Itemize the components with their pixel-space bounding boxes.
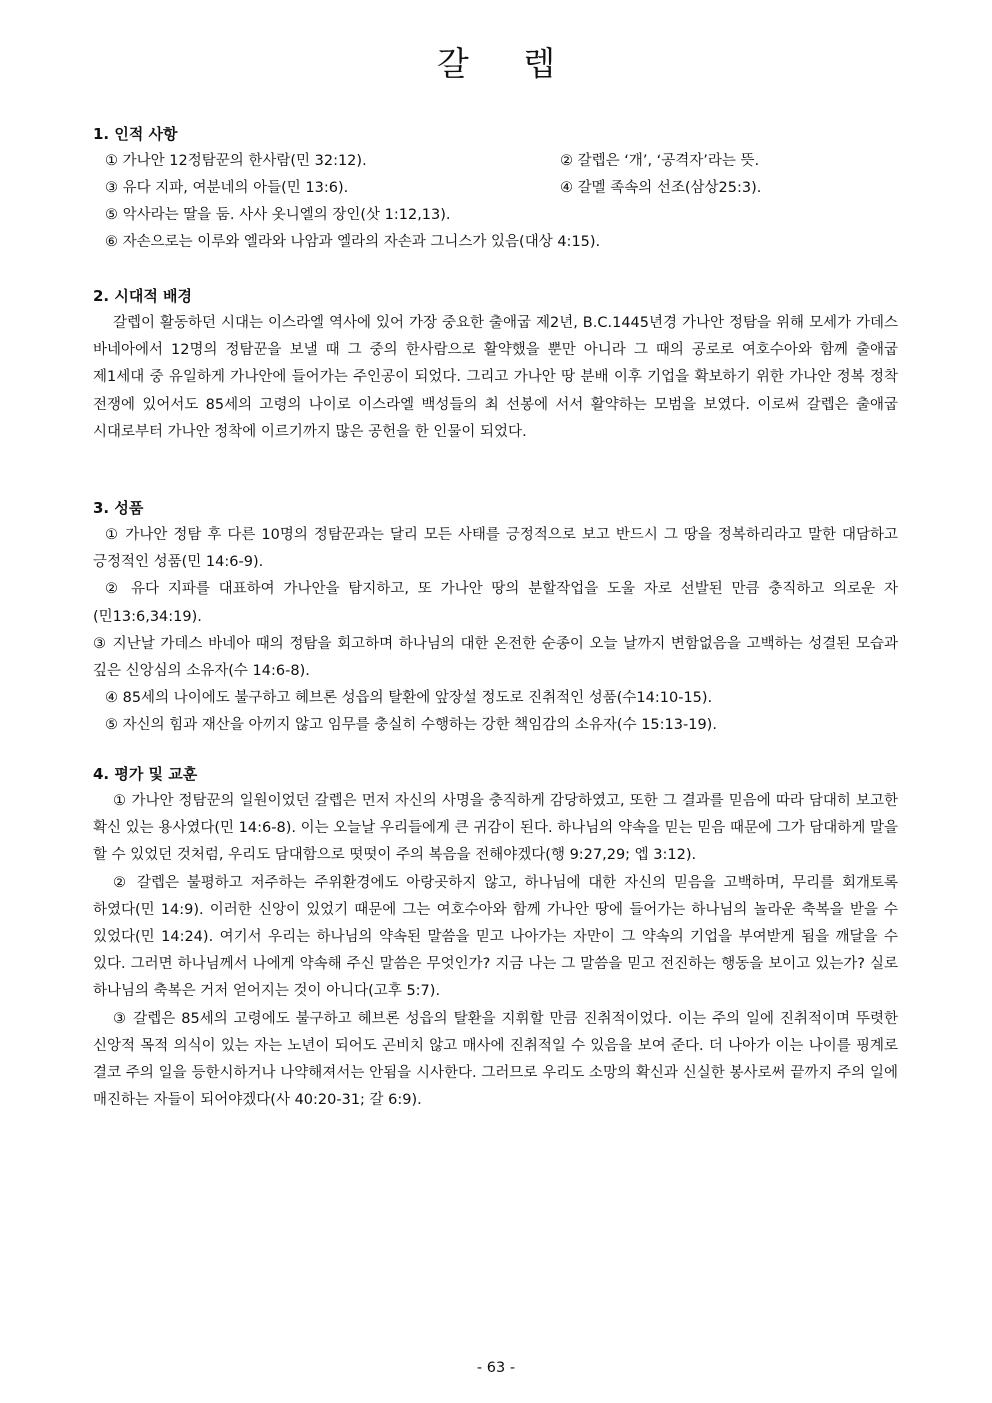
list-item: ① 가나안 정탐 후 다른 10명의 정탐꾼과는 달리 모든 사태를 긍정적으로 보고 반드시 그 땅을 정복하리라고 말한 대담하고 긍정적인 성품(민 14:6-9).	[93, 527, 898, 571]
list-row	[93, 148, 898, 175]
section-heading: 4. 평가 및 교훈	[93, 765, 198, 783]
list-row	[93, 175, 898, 202]
section-heading: 2. 시대적 배경	[93, 287, 193, 305]
list-item: ③ 유다 지파, 여분네의 아들(민 13:6).	[105, 180, 349, 196]
paragraph: ② 갈렙은 불평하고 저주하는 주위환경에도 아랑곳하지 않고, 하나님에 대한 자신의 믿음을 고백하며, 무리를 회개토록 하였다(민 14:9). 이러한 신앙이 있었기 때문에 그는 여호수아와 함께 가나안 땅에 들어가는 하나님의 놀라운 축복을 받을 수 있었다(민 14:24). 여기서 우리는 하나님의 약속된 말씀을 믿고 나아가는 자만이 그 약속의 기업을 부여받게 됨을 깨달을 수 있다. 그러면 하나님께서 나에게 약속해 주신 말씀은 무엇인가? 지금 나는 그 말씀을 믿고 전진하는 행동을 보이고 있는가? 실로 하나님의 축복은 거저 얻어지는 것이 아니다(고후 5:7).	[93, 874, 898, 1000]
paragraph: ① 가나안 정탐꾼의 일원이었던 갈렙은 먼저 자신의 사명을 충직하게 감당하였고, 또한 그 결과를 믿음에 따라 담대히 보고한 확신 있는 용사였다(민 14:6-8). 이는 오늘날 우리들에게 큰 귀감이 된다. 하나님의 약속을 믿는 믿음 때문에 그가 담대하게 말을 할 수 있었던 것처럼, 우리도 담대함으로 떳떳이 주의 복음을 전해야겠다(행 9:27,29; 엡 3:12).	[93, 793, 898, 864]
section-heading: 3. 성품	[93, 499, 144, 517]
list-item: ⑤ 악사라는 딸을 둠. 사사 옷니엘의 장인(삿 1:12,13).	[105, 207, 451, 223]
page-number: - 63 -	[476, 1360, 516, 1376]
list-item: ④ 갈멜 족속의 선조(삼상25:3).	[560, 180, 762, 196]
section-personal-info	[93, 121, 898, 256]
list-item: ① 가나안 12정탐꾼의 한사람(민 32:12).	[105, 153, 367, 169]
section-historical-background	[93, 283, 898, 446]
paragraph: ③ 갈렙은 85세의 고령에도 불구하고 헤브론 성읍의 탈환을 지휘할 만큼 진취적이었다. 이는 주의 일에 진취적이며 뚜렷한 신앙적 목적 의식이 있는 자는 노년이 되어도 곤비치 않고 매사에 진취적일 수 있음을 보여 준다. 더 나아가 이는 나이를 핑계로 결코 주의 일을 등한시하거나 나약해져서는 안됨을 시사한다. 그러므로 우리도 소망의 확신과 신실한 봉사로써 끝까지 주의 일에 매진하는 자들이 되어야겠다(사 40:20-31; 갈 6:9).	[93, 1010, 898, 1109]
list-item: ④ 85세의 나이에도 불구하고 헤브론 성읍의 탈환에 앞장설 정도로 진취적인 성품(수14:10-15).	[105, 690, 713, 707]
list-item: ⑤ 자신의 힘과 재산을 아끼지 않고 임무를 충실히 수행하는 강한 책임감의 소유자(수 15:13-19).	[105, 717, 717, 734]
section-evaluation-lessons	[93, 761, 898, 1114]
list-item: ② 갈렙은 ‘개’, ‘공격자’라는 뜻.	[560, 153, 760, 169]
page-title: 갈 렙	[436, 44, 578, 83]
section-body: 갈렙이 활동하던 시대는 이스라엘 역사에 있어 가장 중요한 출애굽 제2년, B.C.1445년경 가나안 정탐을 위해 모세가 가데스 바네아에서 12명의 정탐꾼을 보낼 때 그 중의 한사람으로 활약했을 뿐만 아니라 그 때의 공로로 여호수아와 함께 출애굽 제1세대 중 유일하게 가나안에 들어가는 주인공이 되었다. 그리고 가나안 땅 분배 이후 기업을 확보하기 위한 가나안 정복 정착 전쟁에 있어서도 85세의 고령의 나이로 이스라엘 백성들의 최 선봉에 서서 활약하는 모범을 보였다. 이로써 갈렙은 출애굽 시대로부터 가나안 정착에 이르기까지 많은 공헌을 한 인물이 되었다.	[93, 315, 898, 440]
section-character	[93, 495, 898, 739]
section-heading: 1. 인적 사항	[93, 125, 178, 143]
list-item: ⑥ 자손으로는 이루와 엘라와 나암과 엘라의 자손과 그니스가 있음(대상 4:15).	[105, 234, 601, 250]
list-item: ③ 지난날 가데스 바네아 때의 정탐을 회고하며 하나님의 대한 온전한 순종이 오늘 날까지 변함없음을 고백하는 성결된 모습과 깊은 신앙심의 소유자(수 14:6-8).	[93, 635, 898, 680]
list-item: ② 유다 지파를 대표하여 가나안을 탐지하고, 또 가나안 땅의 분할작업을 도울 자로 선발된 만큼 충직하고 의로운 자(민13:6,34:19).	[93, 581, 898, 625]
